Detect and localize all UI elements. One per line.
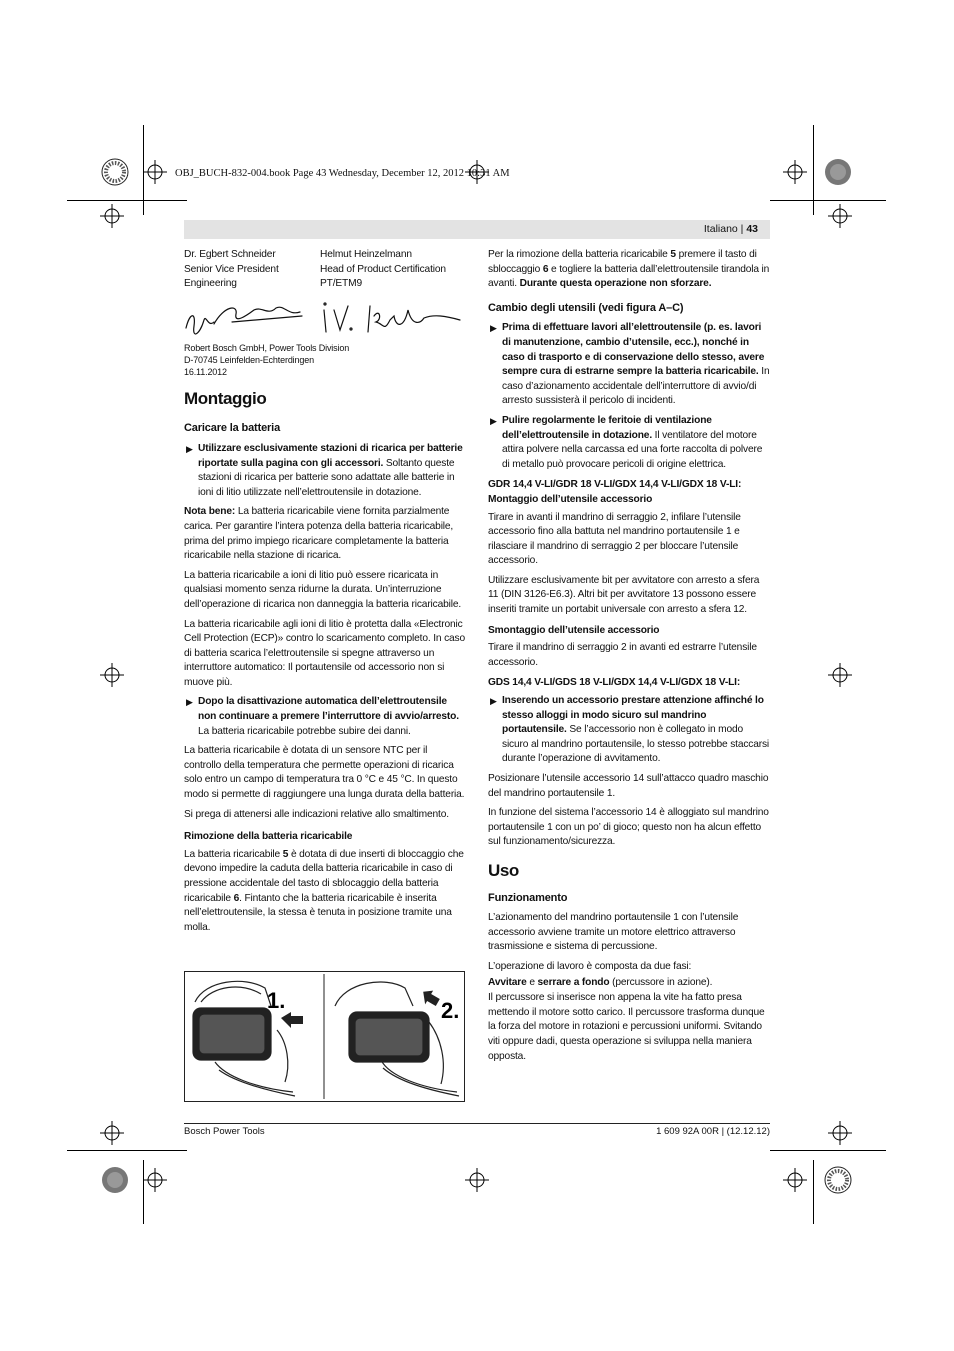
file-info: OBJ_BUCH-832-004.book Page 43 Wednesday, December 12, 2012 10:31 AM bbox=[175, 168, 510, 179]
signatory-right-name: Helmut Heinzelmann bbox=[320, 249, 412, 260]
paragraph: La batteria ricaricabile è dotata di un sensore NTC per il controllo della temperatura che permette operazioni di ricarica solo entro un campo di temperatura tra 0 °C e 45 °C. In questo modo si permette di raggiungere una lunga durata della batteria. bbox=[184, 745, 465, 801]
signatory-left-title: Senior Vice President bbox=[184, 263, 279, 275]
subheading-gds: GDS 14,4 V-LI/GDS 18 V-LI/GDX 14,4 V-LI/GDX 18 V-LI: bbox=[488, 677, 741, 689]
signatory-block bbox=[184, 248, 466, 292]
footer-docnumber: 1 609 92A 00R | (12.12.12) bbox=[656, 1126, 770, 1137]
safety-bullet: ▶ Pulire regolarmente le feritoie di ventilazione dell’elettroutensile in dotazione. Il ventilatore del motore attira polvere nella carcassa ed una forte raccolta di polvere di metallo può provocare pericoli di origine elettrica. bbox=[490, 414, 763, 470]
subheading-rimozione: Rimozione della batteria ricaricabile bbox=[184, 831, 353, 843]
step-1-label: 1. bbox=[267, 988, 286, 1013]
paragraph: La batteria ricaricabile a ioni di litio può essere ricaricata in qualsiasi momento senza ridurne la durata. Un’interruzione dell’operazione di ricarica non danneggia la batteria ricaricabile. bbox=[184, 569, 462, 610]
paragraph: Per la rimozione della batteria ricaricabile 5 premere il tasto di sbloccaggio 6 e togliere la batteria dall’elettroutensile tirandola in avanti. Durante questa operazione non sforzare. bbox=[488, 249, 770, 290]
paragraph: Tirare in avanti il mandrino di serraggio 2, infilare l’utensile accessorio fino alla battuta nel mandrino portautensile 1 e rilasciare il mandrino di serraggio 2 per bloccare l’utensile accessorio. bbox=[488, 511, 741, 567]
bullet-arrow-icon: ▶ bbox=[490, 415, 497, 426]
signatory-left-name: Dr. Egbert Schneider bbox=[184, 249, 276, 260]
signature-date: 16.11.2012 bbox=[184, 366, 227, 377]
paragraph: L’azionamento del mandrino portautensile 1 con l’utensile accessorio avviene tramite un motore elettrico attraverso trasmissione e sistema di percussione. bbox=[488, 912, 739, 953]
safety-bullet: ▶ Utilizzare esclusivamente stazioni di ricarica per batterie riportate sulla pagina con gli accessori. Soltanto queste stazioni di ricarica per batterie sono adattate alle batterie in ioni di litio utilizzate nell’elettroutensile in dotazione. bbox=[186, 442, 463, 498]
safety-bullet: ▶ Dopo la disattivazione automatica dell’elettroutensile non continuare a premere l’interruttore di avvio/arresto. La batteria ricaricabile potrebbe subire dei danni. bbox=[186, 696, 459, 737]
paragraph: Si prega di attenersi alle indicazioni relative allo smaltimento. bbox=[184, 808, 449, 820]
subheading-cambio: Cambio degli utensili (vedi figura A–C) bbox=[488, 301, 684, 314]
handwritten-signatures bbox=[184, 298, 466, 340]
battery-illustration bbox=[185, 972, 464, 1101]
bullet-arrow-icon: ▶ bbox=[186, 443, 193, 454]
paragraph: Nota bene: La batteria ricaricabile viene fornita parzialmente carica. Per garantire l’intera potenza della batteria ricaricabile, prima del primo impiego ricaricare completamente la batteria ricaricabile nella stazione di ricarica. bbox=[184, 506, 454, 562]
paragraph: In funzione del sistema l’accessorio 14 è alloggiato sul mandrino portautensile 1 con un po’ di gioco; questo non ha alcun effetto sul funzionamento/sicurezza. bbox=[488, 807, 769, 848]
company-address: D-70745 Leinfelden-Echterdingen bbox=[184, 354, 314, 365]
company-name: Robert Bosch GmbH, Power Tools Division bbox=[184, 342, 350, 353]
subheading-funzionamento: Funzionamento bbox=[488, 891, 568, 904]
page-number: 43 bbox=[746, 223, 758, 235]
heading-uso: Uso bbox=[488, 860, 519, 880]
header-language: Italiano bbox=[703, 223, 738, 235]
subheading-gdr: GDR 14,4 V-LI/GDR 18 V-LI/GDX 14,4 V-LI/GDX 18 V-LI: Montaggio dell’utensile accessorio bbox=[488, 479, 742, 505]
safety-bullet: ▶ Inserendo un accessorio prestare attenzione affinché lo stesso alloggi in modo sicuro sul mandrino portautensile. Se l’accessorio non è collegato in modo sicuro al mandrino portautensile, lo stesso potrebbe staccarsi durante l’operazione di avvitamento. bbox=[490, 695, 770, 765]
right-column bbox=[488, 248, 770, 1069]
subheading-smontaggio: Smontaggio dell’utensile accessorio bbox=[488, 624, 660, 636]
paragraph: Avvitare e serrare a fondo (percussore in azione). bbox=[488, 976, 713, 988]
bullet-arrow-icon: ▶ bbox=[490, 323, 497, 334]
paragraph: Il percussore si inserisce non appena la vite ha fatto presa mettendo il motore sotto carico. Il percussore trasforma dunque la forza del motore in rotazioni e percussioni uniformi. Svitando viti oppure dadi, questa operazione si sviluppa nella maniera opposta. bbox=[488, 992, 765, 1062]
signatory-left-title2: Engineering bbox=[184, 278, 237, 290]
left-column bbox=[184, 248, 466, 940]
safety-bullet: ▶ Prima di effettuare lavori all’elettroutensile (p. es. lavori di manutenzione, cambio d’utensile, ecc.), nonché in caso di trasporto e di conservazione dello stesso, avere sempre cura di estrarne sempre la batteria ricaricabile. In caso d’azionamento accidentale dell’interruttore di avvio/di arresto sussisterà il pericolo di incidenti. bbox=[490, 322, 770, 407]
signatory-right-title: Head of Product Certification bbox=[320, 263, 446, 275]
battery-removal-figure bbox=[184, 971, 465, 1102]
heading-montaggio: Montaggio bbox=[184, 388, 267, 408]
paragraph: L’operazione di lavoro è composta da due fasi: bbox=[488, 960, 692, 972]
paragraph: La batteria ricaricabile agli ioni di litio è protetta dalla «Electronic Cell Protection (ECP)» contro lo scaricamento completo. In caso di batteria scarica l’elettroutensile si spegne attraverso un interruttore automatico: Il portautensile od accessorio non si muove più. bbox=[184, 618, 466, 688]
footer-rule bbox=[184, 1123, 770, 1124]
paragraph: Tirare il mandrino di serraggio 2 in avanti ed estrarre l’utensile accessorio. bbox=[488, 642, 757, 668]
paragraph: Utilizzare esclusivamente bit per avvitatore con arresto a sfera 11 (DIN 3126-E6.3). Altri bit per avvitatore 13 possono essere inseriti tramite un portabit universale con arresto a sfera 12. bbox=[488, 574, 760, 616]
bullet-arrow-icon: ▶ bbox=[490, 696, 497, 707]
page-header: Italiano | 43 bbox=[184, 220, 770, 239]
bullet-arrow-icon: ▶ bbox=[186, 697, 193, 708]
footer-brand: Bosch Power Tools bbox=[184, 1126, 265, 1137]
subheading-caricare: Caricare la batteria bbox=[184, 422, 281, 435]
paragraph: Posizionare l’utensile accessorio 14 sull’attacco quadro maschio del mandrino portautensile 1. bbox=[488, 773, 769, 799]
signatory-right-title2: PT/ETM9 bbox=[320, 278, 362, 290]
step-2-label: 2. bbox=[441, 998, 460, 1023]
paragraph: La batteria ricaricabile 5 è dotata di due inserti di bloccaggio che devono impedire la caduta della batteria ricaricabile in caso di pressione accidentale del tasto di sblocaggio della batteria ricaricabile 6. Fintanto che la batteria ricaricabile è inserita nell’elettroutensile, la stessa è tenuta in posizione tramite una molla. bbox=[184, 848, 464, 933]
